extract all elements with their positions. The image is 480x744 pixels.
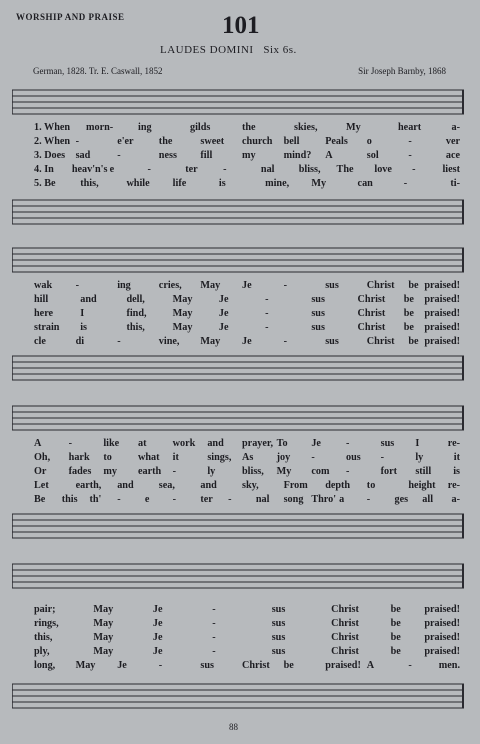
lyric-line xyxy=(12,452,464,465)
lyric-syllable: May xyxy=(200,280,221,291)
lyric-syllable: - xyxy=(311,452,315,463)
lyric-syllable: bliss, xyxy=(242,466,264,477)
lyric-syllable: - xyxy=(212,646,216,657)
lyric-syllable: - xyxy=(212,618,216,629)
lyric-syllable: ly xyxy=(415,452,424,463)
lyric-syllable: while xyxy=(126,178,150,189)
lyric-syllable: - xyxy=(228,494,232,505)
lyric-syllable: be xyxy=(390,646,401,657)
lyric-syllable: and xyxy=(207,438,224,449)
lyric-syllable: this xyxy=(61,494,78,505)
lyric-syllable: - xyxy=(265,294,269,305)
lyric-syllable: Je xyxy=(218,308,229,319)
lyric-syllable: Je xyxy=(152,646,163,657)
lyric-syllable: joy xyxy=(276,452,291,463)
lyric-syllable: height xyxy=(408,480,436,491)
lyric-syllable: a- xyxy=(451,494,460,505)
lyric-syllable: - xyxy=(265,308,269,319)
lyric-syllable: sad xyxy=(75,150,91,161)
lyric-syllable: sus xyxy=(311,322,325,333)
lyric-syllable: here xyxy=(34,308,54,319)
lyric-line xyxy=(12,480,464,493)
lyric-syllable: it xyxy=(172,452,179,463)
lyric-syllable: - xyxy=(75,136,79,147)
lyric-syllable: fill xyxy=(200,150,213,161)
lyric-line xyxy=(12,308,464,321)
bass-staff xyxy=(12,678,464,718)
lyric-syllable: sus xyxy=(311,294,325,305)
lyric-syllable: Christ xyxy=(357,322,386,333)
hymn-number: 101 xyxy=(222,12,260,39)
lyric-syllable: earth xyxy=(138,466,162,477)
lyric-line xyxy=(12,466,464,479)
lyric-syllable: 2. When xyxy=(34,136,71,147)
lyric-syllable: mine, xyxy=(265,178,290,189)
lyric-syllable: Je xyxy=(152,604,163,615)
lyric-syllable: My xyxy=(311,178,327,189)
lyric-syllable: May xyxy=(172,294,193,305)
lyric-syllable: ace xyxy=(445,150,460,161)
bass-staff xyxy=(12,508,464,548)
lyric-syllable: prayer, xyxy=(242,438,274,449)
lyric-syllable: this, xyxy=(34,632,53,643)
lyric-syllable: e xyxy=(109,164,115,175)
lyric-syllable: - xyxy=(117,336,121,347)
lyric-syllable: Oh, xyxy=(34,452,51,463)
lyric-syllable: Christ xyxy=(366,336,395,347)
lyric-syllable: di xyxy=(75,336,85,347)
lyric-syllable: sweet xyxy=(200,136,225,147)
lyric-syllable: to xyxy=(366,480,376,491)
lyric-line xyxy=(12,122,464,135)
lyric-syllable: Je xyxy=(242,280,252,291)
lyric-syllable: praised! xyxy=(424,618,460,629)
lyric-syllable: - xyxy=(408,150,412,161)
lyric-syllable: at xyxy=(138,438,147,449)
lyric-syllable: - xyxy=(265,322,269,333)
treble-staff xyxy=(12,400,464,440)
lyric-syllable: sus xyxy=(271,646,286,657)
lyric-syllable: - xyxy=(283,280,287,291)
lyric-syllable: praised! xyxy=(424,646,460,657)
lyric-syllable: my xyxy=(242,150,256,161)
lyric-syllable: ver xyxy=(445,136,460,147)
lyric-syllable: rings, xyxy=(34,618,59,629)
lyric-syllable: praised! xyxy=(424,632,460,643)
lyric-syllable: 3. Does xyxy=(34,150,66,161)
lyric-line xyxy=(12,660,464,673)
lyric-syllable: nal xyxy=(260,164,275,175)
lyric-line xyxy=(12,618,464,631)
lyric-syllable: Christ xyxy=(331,632,359,643)
lyric-syllable: heart xyxy=(398,122,422,133)
lyric-syllable: gilds xyxy=(190,122,211,133)
lyric-syllable: it xyxy=(453,452,460,463)
lyric-syllable: Je xyxy=(242,336,252,347)
lyric-syllable: find, xyxy=(126,308,147,319)
lyric-syllable: a- xyxy=(451,122,460,133)
lyric-syllable: all xyxy=(422,494,434,505)
lyric-syllable: hark xyxy=(68,452,90,463)
lyric-syllable: dell, xyxy=(126,294,145,305)
lyric-syllable: and xyxy=(200,480,217,491)
lyric-syllable: sky, xyxy=(242,480,259,491)
lyric-syllable: re- xyxy=(447,438,460,449)
lyric-syllable: Christ xyxy=(357,308,386,319)
lyric-syllable: is xyxy=(80,322,88,333)
lyric-syllable: From xyxy=(283,480,308,491)
lyric-syllable: - xyxy=(117,494,121,505)
lyric-syllable: - xyxy=(366,494,371,505)
lyric-line xyxy=(12,322,464,335)
lyric-syllable: Je xyxy=(311,438,321,449)
treble-staff xyxy=(12,242,464,282)
composer-credit: Sir Joseph Barnby, 1868 xyxy=(358,66,446,76)
lyric-syllable: - xyxy=(408,660,412,671)
lyric-syllable: this, xyxy=(80,178,99,189)
lyric-syllable: song xyxy=(283,494,304,505)
lyric-syllable: can xyxy=(357,178,373,189)
meter: Six 6s. xyxy=(263,44,297,56)
lyric-syllable: be xyxy=(390,604,401,615)
treble-staff xyxy=(12,84,464,124)
lyric-syllable: praised! xyxy=(424,294,460,305)
lyric-syllable: depth xyxy=(325,480,351,491)
lyric-syllable: May xyxy=(172,308,193,319)
lyric-syllable: sus xyxy=(271,618,286,629)
lyric-syllable: nal xyxy=(255,494,270,505)
lyric-syllable: ing xyxy=(138,122,152,133)
lyric-syllable: ly xyxy=(207,466,216,477)
lyric-syllable: - xyxy=(408,136,412,147)
lyric-syllable: wak xyxy=(34,280,53,291)
lyric-syllable: vine, xyxy=(158,336,180,347)
lyric-syllable: be xyxy=(283,660,294,671)
lyric-syllable: heav'n's xyxy=(71,164,108,175)
lyric-syllable: ness xyxy=(158,150,177,161)
lyric-syllable: church xyxy=(242,136,273,147)
lyric-syllable: Je xyxy=(152,632,163,643)
lyric-syllable: - xyxy=(223,164,227,175)
lyric-syllable: A xyxy=(366,660,375,671)
lyric-syllable: May xyxy=(93,632,114,643)
lyric-syllable: The xyxy=(336,164,354,175)
lyric-syllable: and xyxy=(80,294,97,305)
lyric-syllable: bliss, xyxy=(298,164,321,175)
lyric-syllable: sus xyxy=(271,604,286,615)
lyric-syllable: Or xyxy=(34,466,47,477)
lyric-syllable: - xyxy=(158,660,163,671)
lyric-syllable: Peals xyxy=(325,136,348,147)
lyric-syllable: o xyxy=(366,136,372,147)
lyric-syllable: sings, xyxy=(207,452,232,463)
lyric-syllable: strain xyxy=(34,322,60,333)
lyric-syllable: My xyxy=(346,122,361,133)
lyric-syllable: ing xyxy=(117,280,131,291)
lyric-syllable: be xyxy=(408,336,419,347)
lyric-syllable: Be xyxy=(34,494,46,505)
lyric-line xyxy=(12,632,464,645)
lyric-syllable: - xyxy=(412,164,416,175)
lyric-syllable: hill xyxy=(34,294,49,305)
lyric-syllable: Christ xyxy=(242,660,270,671)
lyric-line xyxy=(12,604,464,617)
lyric-syllable: - xyxy=(346,438,350,449)
lyric-syllable: - xyxy=(172,494,177,505)
lyric-syllable: the xyxy=(242,122,256,133)
lyric-syllable: Christ xyxy=(366,280,395,291)
lyric-line xyxy=(12,280,464,293)
tune-name: LAUDES DOMINI xyxy=(160,44,254,56)
lyric-syllable: cle xyxy=(34,336,46,347)
lyric-syllable: work xyxy=(172,438,196,449)
lyric-syllable: Let xyxy=(34,480,49,491)
lyric-syllable: be xyxy=(403,322,414,333)
lyric-syllable: sus xyxy=(325,280,339,291)
lyric-line xyxy=(12,494,464,507)
lyric-syllable: praised! xyxy=(424,308,460,319)
lyric-syllable: - xyxy=(403,178,408,189)
lyric-syllable: praised! xyxy=(424,280,460,291)
lyric-syllable: praised! xyxy=(424,322,460,333)
lyric-syllable: - xyxy=(212,604,216,615)
lyric-syllable: - xyxy=(68,438,73,449)
lyric-syllable: earth, xyxy=(75,480,102,491)
lyric-syllable: long, xyxy=(34,660,56,671)
lyric-syllable: life xyxy=(172,178,187,189)
lyric-syllable: be xyxy=(403,294,414,305)
lyric-syllable: praised! xyxy=(424,336,460,347)
tune-title xyxy=(160,44,297,56)
lyric-syllable: 5. Be xyxy=(34,178,56,189)
lyric-syllable: my xyxy=(103,466,117,477)
lyric-syllable: a xyxy=(339,494,345,505)
lyric-syllable: ti- xyxy=(450,178,460,189)
lyric-syllable: I xyxy=(415,438,420,449)
lyric-syllable: Je xyxy=(152,618,163,629)
lyric-syllable: Je xyxy=(218,322,229,333)
lyric-syllable: to xyxy=(103,452,112,463)
lyric-line xyxy=(12,164,464,177)
lyric-syllable: skies, xyxy=(294,122,318,133)
lyric-syllable: A xyxy=(34,438,42,449)
lyric-syllable: May xyxy=(93,604,114,615)
lyric-syllable: com xyxy=(311,466,330,477)
lyric-line xyxy=(12,438,464,451)
lyric-syllable: A xyxy=(325,150,333,161)
lyric-syllable: - xyxy=(172,466,177,477)
lyric-syllable: sea, xyxy=(158,480,175,491)
lyric-syllable: - xyxy=(380,452,385,463)
lyric-syllable: May xyxy=(93,646,114,657)
lyric-syllable: My xyxy=(276,466,292,477)
lyric-syllable: - xyxy=(147,164,151,175)
lyric-line xyxy=(12,136,464,149)
treble-staff xyxy=(12,558,464,598)
lyric-syllable: Christ xyxy=(331,646,359,657)
lyric-syllable: Christ xyxy=(331,618,359,629)
lyric-syllable: cries, xyxy=(158,280,182,291)
lyric-syllable: is xyxy=(453,466,460,477)
lyric-syllable: e xyxy=(144,494,150,505)
lyric-syllable: Christ xyxy=(331,604,359,615)
lyric-syllable: 4. In xyxy=(34,164,54,175)
lyric-syllable: May xyxy=(172,322,193,333)
lyric-syllable: Thro' xyxy=(311,494,337,505)
lyric-syllable: mind? xyxy=(283,150,312,161)
lyric-syllable: As xyxy=(242,452,254,463)
lyric-syllable: morn- xyxy=(86,122,114,133)
lyric-syllable: be xyxy=(390,618,401,629)
lyric-syllable: - xyxy=(283,336,287,347)
lyric-syllable: 1. When xyxy=(34,122,71,133)
lyric-syllable: sus xyxy=(200,660,214,671)
lyric-syllable: love xyxy=(374,164,392,175)
lyric-syllable: Je xyxy=(117,660,127,671)
lyric-syllable: bell xyxy=(283,136,300,147)
text-source: German, 1828. Tr. E. Caswall, 1852 xyxy=(33,66,163,76)
lyric-syllable: fort xyxy=(380,466,398,477)
lyric-syllable: still xyxy=(415,466,432,477)
lyric-syllable: this, xyxy=(126,322,145,333)
lyric-syllable: be xyxy=(390,632,401,643)
lyric-syllable: sus xyxy=(380,438,395,449)
lyric-syllable: May xyxy=(75,660,96,671)
lyric-syllable: May xyxy=(93,618,114,629)
lyric-line xyxy=(12,294,464,307)
lyric-syllable: - xyxy=(212,632,216,643)
lyric-line xyxy=(12,336,464,349)
lyric-syllable: be xyxy=(408,280,419,291)
lyric-syllable: th' xyxy=(89,494,102,505)
lyric-syllable: e'er xyxy=(117,136,134,147)
lyric-syllable: be xyxy=(403,308,414,319)
lyric-syllable: like xyxy=(103,438,120,449)
lyric-syllable: the xyxy=(158,136,173,147)
lyric-syllable: liest xyxy=(442,164,460,175)
lyric-syllable: sus xyxy=(271,632,286,643)
lyric-syllable: pair; xyxy=(34,604,56,615)
lyric-syllable: I xyxy=(80,308,85,319)
lyric-syllable: May xyxy=(200,336,221,347)
lyric-syllable: ges xyxy=(394,494,409,505)
lyric-syllable: re- xyxy=(447,480,460,491)
lyric-syllable: - xyxy=(117,150,121,161)
lyric-syllable: Christ xyxy=(357,294,386,305)
bass-staff xyxy=(12,350,464,390)
lyric-syllable: sus xyxy=(325,336,339,347)
page-number: 88 xyxy=(229,722,238,732)
lyric-syllable: fades xyxy=(68,466,92,477)
lyric-syllable: ter xyxy=(200,494,213,505)
lyric-syllable: - xyxy=(346,466,350,477)
lyric-syllable: praised! xyxy=(325,660,361,671)
lyric-syllable: praised! xyxy=(424,604,460,615)
lyric-line xyxy=(12,150,464,163)
lyric-syllable: is xyxy=(218,178,226,189)
lyric-syllable: To xyxy=(276,438,288,449)
lyric-syllable: ply, xyxy=(34,646,50,657)
lyric-syllable: and xyxy=(117,480,134,491)
lyric-syllable: sus xyxy=(311,308,325,319)
lyric-syllable: ter xyxy=(185,164,198,175)
lyric-syllable: men. xyxy=(438,660,460,671)
lyric-line xyxy=(12,646,464,659)
lyric-syllable: Je xyxy=(218,294,229,305)
lyric-syllable: sol xyxy=(366,150,379,161)
lyric-syllable: what xyxy=(138,452,160,463)
lyric-syllable: ous xyxy=(346,452,361,463)
section-heading: WORSHIP AND PRAISE xyxy=(16,12,125,22)
lyric-line xyxy=(12,178,464,191)
lyric-syllable: - xyxy=(75,280,79,291)
bass-staff xyxy=(12,194,464,234)
